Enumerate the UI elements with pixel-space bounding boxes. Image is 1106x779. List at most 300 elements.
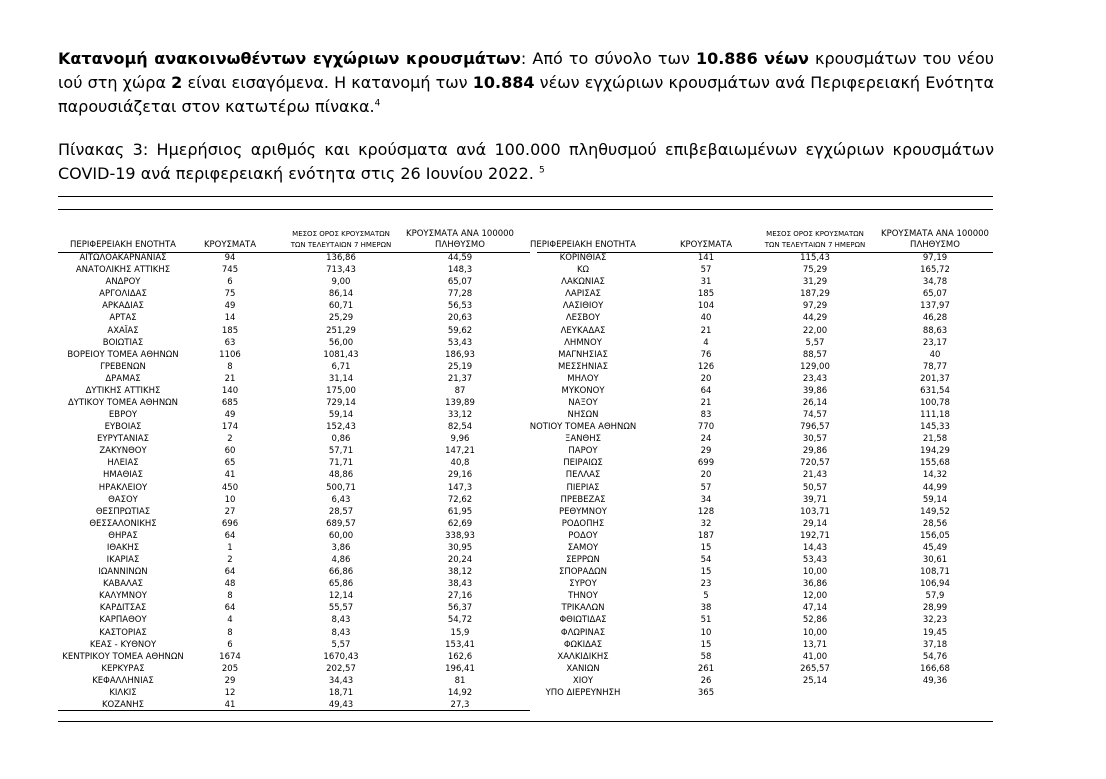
cell-per-100k: 19,45 bbox=[922, 627, 948, 638]
cell-avg-7day: 29,14 bbox=[802, 518, 828, 529]
intro-paragraph bbox=[58, 47, 994, 119]
cell-region: ΣΥΡΟΥ bbox=[569, 579, 597, 590]
cell-cases: 187 bbox=[697, 530, 715, 541]
cell-avg-7day: 6,71 bbox=[331, 361, 351, 372]
cell-avg-7day: 88,57 bbox=[802, 349, 828, 360]
cell-avg-7day: 103,71 bbox=[800, 506, 830, 517]
cell-region: ΠΙΕΡΙΑΣ bbox=[566, 482, 600, 493]
cell-avg-7day: 152,43 bbox=[326, 422, 356, 433]
cell-avg-7day: 56,00 bbox=[328, 337, 354, 348]
cell-avg-7day: 14,43 bbox=[802, 542, 828, 553]
cell-cases: 685 bbox=[221, 398, 239, 408]
cell-cases: 6 bbox=[227, 639, 233, 650]
cell-per-100k: 81 bbox=[454, 675, 466, 686]
cell-avg-7day: 31,14 bbox=[328, 373, 354, 384]
intro-footnote-ref: 4 bbox=[374, 98, 381, 109]
cell-cases: 8 bbox=[227, 591, 233, 602]
cell-avg-7day bbox=[760, 687, 870, 699]
cell-avg-7day: 55,57 bbox=[328, 603, 354, 614]
cell-region: ΜΗΛΟΥ bbox=[567, 373, 599, 384]
cell-region: ΘΕΣΣΑΛΟΝΙΚΗΣ bbox=[89, 518, 157, 529]
cell-avg-7day: 30,57 bbox=[802, 434, 828, 445]
cell-cases: 6 bbox=[227, 277, 233, 288]
cell-region: ΡΟΔΟΥ bbox=[568, 530, 598, 541]
cell-per-100k: 27,3 bbox=[450, 700, 470, 710]
cell-per-100k: 149,52 bbox=[920, 506, 950, 517]
cell-cases: 104 bbox=[697, 301, 715, 312]
cell-per-100k: 20,63 bbox=[447, 313, 473, 324]
cell-per-100k: 25,19 bbox=[447, 361, 473, 372]
cell-per-100k: 194,29 bbox=[920, 446, 950, 457]
cell-avg-7day: 251,29 bbox=[326, 325, 356, 336]
cell-avg-7day: 187,29 bbox=[800, 289, 830, 300]
cell-per-100k: 106,94 bbox=[920, 579, 950, 590]
cell-per-100k: 137,97 bbox=[920, 301, 950, 312]
cell-per-100k: 62,69 bbox=[447, 518, 473, 529]
cell-avg-7day: 49,43 bbox=[328, 700, 354, 710]
cell-per-100k bbox=[880, 687, 990, 699]
cell-per-100k: 15,9 bbox=[450, 627, 470, 638]
cell-cases: 185 bbox=[697, 289, 715, 300]
cell-region: ΧΑΛΚΙΔΙΚΗΣ bbox=[557, 651, 609, 662]
cell-per-100k: 186,93 bbox=[445, 349, 475, 360]
cell-region: ΗΛΕΙΑΣ bbox=[107, 458, 139, 469]
cell-region: ΚΕΝΤΡΙΚΟΥ ΤΟΜΕΑ ΑΘΗΝΩΝ bbox=[62, 651, 184, 662]
intro-bold-imported: 2 bbox=[171, 73, 183, 92]
cell-region: ΠΕΛΛΑΣ bbox=[565, 470, 601, 481]
intro-text-3: είναι εισαγόμενα. Η κατανομή των bbox=[182, 73, 473, 92]
cell-cases: 15 bbox=[700, 639, 712, 650]
cell-cases: 140 bbox=[221, 385, 239, 396]
cell-cases: 38 bbox=[700, 603, 712, 614]
cell-region: ΚΟΡΙΝΘΙΑΣ bbox=[559, 253, 607, 263]
cell-per-100k: 156,05 bbox=[920, 530, 950, 541]
cell-cases: 29 bbox=[700, 446, 712, 457]
cell-cases: 94 bbox=[224, 253, 236, 263]
cell-cases: 60 bbox=[224, 446, 236, 457]
cell-region: ΛΗΜΝΟΥ bbox=[564, 337, 602, 348]
cell-per-100k: 82,54 bbox=[447, 422, 473, 433]
cell-cases: 5 bbox=[703, 591, 709, 602]
cell-per-100k: 38,43 bbox=[447, 579, 473, 590]
cell-cases: 49 bbox=[224, 301, 236, 312]
cell-cases: 1 bbox=[227, 542, 233, 553]
cell-per-100k: 49,36 bbox=[922, 675, 948, 686]
header-cases: ΚΡΟΥΣΜΑΤΑ bbox=[203, 240, 257, 250]
cell-avg-7day: 720,57 bbox=[800, 458, 830, 469]
cell-region: ΑΝΑΤΟΛΙΚΗΣ ΑΤΤΙΚΗΣ bbox=[75, 265, 171, 276]
cell-region: ΝΑΞΟΥ bbox=[568, 398, 598, 408]
cell-cases: 174 bbox=[221, 422, 239, 433]
cell-region: ΣΑΜΟΥ bbox=[567, 542, 599, 553]
cell-region: ΖΑΚΥΝΘΟΥ bbox=[99, 446, 147, 457]
cell-avg-7day: 50,57 bbox=[802, 482, 828, 493]
cell-per-100k: 21,37 bbox=[447, 373, 473, 384]
cell-cases: 141 bbox=[697, 253, 715, 263]
left-header-underline bbox=[58, 252, 530, 253]
cell-cases: 1106 bbox=[219, 349, 241, 360]
cell-cases: 41 bbox=[224, 470, 236, 481]
cell-cases: 76 bbox=[700, 349, 712, 360]
cell-per-100k: 147,21 bbox=[445, 446, 475, 457]
cell-per-100k: 153,41 bbox=[445, 639, 475, 650]
cell-avg-7day: 41,00 bbox=[802, 651, 828, 662]
intro-text-2: κρουσμάτων του νέου ιού στη χώρα bbox=[58, 49, 995, 92]
cell-per-100k: 23,17 bbox=[922, 337, 948, 348]
cell-region: ΤΡΙΚΑΛΩΝ bbox=[561, 603, 605, 614]
cell-avg-7day: 39,86 bbox=[802, 385, 828, 396]
header-cases: ΚΡΟΥΣΜΑΤΑ bbox=[679, 240, 733, 250]
cell-per-100k: 44,59 bbox=[447, 253, 473, 263]
header-region: ΠΕΡΙΦΕΡΕΙΑΚΗ ΕΝΟΤΗΤΑ bbox=[530, 240, 636, 250]
cell-avg-7day: 8,43 bbox=[331, 615, 351, 626]
cell-avg-7day: 5,57 bbox=[331, 639, 351, 650]
cell-per-100k: 338,93 bbox=[445, 530, 475, 541]
cell-avg-7day: 48,86 bbox=[328, 470, 354, 481]
cell-avg-7day: 21,43 bbox=[802, 470, 828, 481]
cell-region: ΚΙΛΚΙΣ bbox=[109, 687, 137, 698]
cell-region: ΜΕΣΣΗΝΙΑΣ bbox=[558, 361, 608, 372]
header-per-100k-sub: ΠΛΗΘΥΣΜΟ bbox=[910, 240, 960, 250]
cell-per-100k: 30,61 bbox=[922, 555, 948, 565]
cell-avg-7day: 115,43 bbox=[800, 253, 830, 263]
cell-region: ΘΑΣΟΥ bbox=[108, 494, 138, 505]
cell-per-100k: 32,23 bbox=[922, 615, 948, 626]
left-last-row-rule bbox=[58, 710, 530, 711]
cell-avg-7day: 34,43 bbox=[328, 675, 354, 686]
cell-avg-7day: 796,57 bbox=[800, 422, 830, 433]
cell-avg-7day: 689,57 bbox=[326, 518, 356, 529]
cell-avg-7day: 713,43 bbox=[326, 265, 356, 276]
cell-avg-7day: 60,71 bbox=[328, 301, 354, 312]
cell-region: ΣΕΡΡΩΝ bbox=[566, 555, 600, 565]
cell-cases: 185 bbox=[221, 325, 239, 336]
cell-per-100k: 108,71 bbox=[920, 567, 950, 578]
cell-region: ΚΕΦΑΛΛΗΝΙΑΣ bbox=[92, 675, 154, 686]
cell-region: ΠΑΡΟΥ bbox=[568, 446, 598, 457]
cell-per-100k: 34,78 bbox=[922, 277, 948, 288]
cell-per-100k: 38,12 bbox=[447, 567, 473, 578]
cell-per-100k: 54,72 bbox=[447, 615, 473, 626]
cell-region: ΛΕΥΚΑΔΑΣ bbox=[560, 325, 606, 336]
cell-region: ΑΡΓΟΛΙΔΑΣ bbox=[99, 289, 147, 300]
cell-region: ΔΥΤΙΚΗΣ ΑΤΤΙΚΗΣ bbox=[85, 385, 161, 396]
cell-cases: 64 bbox=[224, 603, 236, 614]
header-avg-7day-sub: ΤΩΝ ΤΕΛΕΥΤΑΙΩΝ 7 ΗΜΕΡΩΝ bbox=[764, 241, 866, 249]
cell-per-100k: 196,41 bbox=[445, 663, 475, 674]
cell-per-100k: 29,16 bbox=[447, 470, 473, 481]
table-caption-text: Πίνακας 3: Ημερήσιος αριθμός και κρούσματα ανά 100.000 πληθυσμού επιβεβαιωμένων εγχώριων κρουσμάτων COVID-19 ανά περιφερειακή ενότητα στις 26 Ιουνίου 2022. bbox=[58, 140, 994, 183]
cell-cases: 365 bbox=[697, 687, 715, 698]
cell-avg-7day: 52,86 bbox=[802, 615, 828, 626]
cell-per-100k: 65,07 bbox=[922, 289, 948, 300]
cell-region: ΑΡΚΑΔΙΑΣ bbox=[102, 301, 144, 312]
cell-cases: 57 bbox=[700, 265, 712, 276]
cell-cases: 699 bbox=[697, 458, 715, 469]
cell-per-100k: 148,3 bbox=[447, 265, 473, 276]
cell-per-100k: 97,19 bbox=[922, 253, 948, 263]
cell-avg-7day: 500,71 bbox=[326, 482, 356, 493]
cell-cases: 14 bbox=[224, 313, 236, 324]
intro-bold-lead: Κατανομή ανακοινωθέντων εγχώριων κρουσμάτων bbox=[58, 49, 521, 68]
cell-cases: 65 bbox=[224, 458, 236, 469]
cell-per-100k: 56,37 bbox=[447, 603, 473, 614]
cell-cases: 745 bbox=[221, 265, 239, 276]
cell-cases: 205 bbox=[221, 663, 239, 674]
table-caption bbox=[58, 138, 994, 186]
cell-per-100k: 27,16 bbox=[447, 591, 473, 602]
cell-cases: 83 bbox=[700, 410, 712, 420]
cell-avg-7day: 1081,43 bbox=[323, 349, 359, 360]
cell-cases: 32 bbox=[700, 518, 712, 529]
cell-region: ΣΠΟΡΑΔΩΝ bbox=[558, 567, 608, 578]
cell-avg-7day: 66,86 bbox=[328, 567, 354, 578]
cell-avg-7day: 1670,43 bbox=[323, 651, 359, 662]
cell-avg-7day: 9,00 bbox=[331, 277, 351, 288]
cell-cases: 21 bbox=[224, 373, 236, 384]
cell-avg-7day: 75,29 bbox=[802, 265, 828, 276]
cell-per-100k: 88,63 bbox=[922, 325, 948, 336]
cell-per-100k: 78,77 bbox=[922, 361, 948, 372]
cell-cases: 4 bbox=[227, 615, 233, 626]
cell-avg-7day: 65,86 bbox=[328, 579, 354, 590]
cell-cases: 450 bbox=[221, 482, 239, 493]
cell-per-100k: 56,53 bbox=[447, 301, 473, 312]
cell-avg-7day: 192,71 bbox=[800, 530, 830, 541]
cell-avg-7day: 44,29 bbox=[802, 313, 828, 324]
cell-cases: 2 bbox=[227, 434, 233, 445]
cell-per-100k: 59,62 bbox=[447, 325, 473, 336]
cell-cases: 696 bbox=[221, 518, 239, 529]
cell-per-100k: 201,37 bbox=[920, 373, 950, 384]
cell-avg-7day: 5,57 bbox=[805, 337, 825, 348]
cell-per-100k: 44,99 bbox=[922, 482, 948, 493]
cell-avg-7day: 74,57 bbox=[802, 410, 828, 420]
cell-avg-7day: 47,14 bbox=[802, 603, 828, 614]
cell-region: ΛΑΚΩΝΙΑΣ bbox=[561, 277, 605, 288]
cell-avg-7day: 0,86 bbox=[331, 434, 351, 445]
cell-per-100k: 65,07 bbox=[447, 277, 473, 288]
cell-cases: 23 bbox=[700, 579, 712, 590]
cell-avg-7day: 3,86 bbox=[331, 542, 351, 553]
cell-cases: 128 bbox=[697, 506, 715, 517]
cell-region: ΒΟΡΕΙΟΥ ΤΟΜΕΑ ΑΘΗΝΩΝ bbox=[67, 349, 179, 360]
cell-cases: 27 bbox=[224, 506, 236, 517]
cell-cases: 64 bbox=[224, 567, 236, 578]
cell-avg-7day: 136,86 bbox=[326, 253, 356, 263]
header-avg-7day: ΜΕΣΟΣ ΟΡΟΣ ΚΡΟΥΣΜΑΤΩΝ bbox=[766, 230, 864, 238]
cell-region: ΕΥΒΟΙΑΣ bbox=[104, 422, 142, 433]
cell-region: ΦΘΙΩΤΙΔΑΣ bbox=[559, 615, 607, 626]
cell-per-100k: 21,58 bbox=[922, 434, 948, 445]
cell-avg-7day: 28,57 bbox=[328, 506, 354, 517]
cell-region: ΑΡΤΑΣ bbox=[109, 313, 137, 324]
cell-per-100k: 9,96 bbox=[450, 434, 470, 445]
cell-avg-7day: 31,29 bbox=[802, 277, 828, 288]
header-avg-7day: ΜΕΣΟΣ ΟΡΟΣ ΚΡΟΥΣΜΑΤΩΝ bbox=[292, 230, 390, 238]
cell-region: ΞΑΝΘΗΣ bbox=[565, 434, 601, 445]
cell-per-100k: 30,95 bbox=[447, 542, 473, 553]
cell-cases: 40 bbox=[700, 313, 712, 324]
cell-avg-7day: 53,43 bbox=[802, 555, 828, 565]
cell-per-100k: 40,8 bbox=[450, 458, 470, 469]
cell-per-100k: 139,89 bbox=[445, 398, 475, 408]
cell-cases: 15 bbox=[700, 567, 712, 578]
header-avg-7day-sub: ΤΩΝ ΤΕΛΕΥΤΑΙΩΝ 7 ΗΜΕΡΩΝ bbox=[290, 241, 392, 249]
cell-per-100k: 57,9 bbox=[925, 591, 945, 602]
cell-avg-7day: 29,86 bbox=[802, 446, 828, 457]
cell-avg-7day: 265,57 bbox=[800, 663, 830, 674]
header-region: ΠΕΡΙΦΕΡΕΙΑΚΗ ΕΝΟΤΗΤΑ bbox=[70, 240, 176, 250]
cell-per-100k: 59,14 bbox=[922, 494, 948, 505]
table-bottom-rule bbox=[58, 721, 993, 722]
cell-region: ΗΜΑΘΙΑΣ bbox=[103, 470, 143, 481]
cell-region: ΘΗΡΑΣ bbox=[108, 530, 138, 541]
cell-region: ΙΚΑΡΙΑΣ bbox=[106, 555, 140, 565]
cell-avg-7day: 23,43 bbox=[802, 373, 828, 384]
cell-cases: 57 bbox=[700, 482, 712, 493]
cell-per-100k: 147,3 bbox=[447, 482, 473, 493]
cell-avg-7day: 39,71 bbox=[802, 494, 828, 505]
cell-cases: 51 bbox=[700, 615, 712, 626]
cell-region: ΗΡΑΚΛΕΙΟΥ bbox=[98, 482, 148, 493]
cell-region: ΝΗΣΩΝ bbox=[567, 410, 599, 420]
cell-avg-7day: 57,71 bbox=[328, 446, 354, 457]
cell-avg-7day: 12,00 bbox=[802, 591, 828, 602]
cell-per-100k: 53,43 bbox=[447, 337, 473, 348]
cell-per-100k: 20,24 bbox=[447, 555, 473, 565]
cell-avg-7day: 10,00 bbox=[802, 567, 828, 578]
cell-avg-7day: 25,29 bbox=[328, 313, 354, 324]
cell-region: ΛΕΣΒΟΥ bbox=[565, 313, 601, 324]
cell-avg-7day: 6,43 bbox=[331, 494, 351, 505]
cell-cases: 64 bbox=[700, 385, 712, 396]
cell-cases: 29 bbox=[224, 675, 236, 686]
cell-avg-7day: 4,86 bbox=[331, 555, 351, 565]
cell-region: ΚΩ bbox=[576, 265, 590, 276]
cell-cases: 8 bbox=[227, 627, 233, 638]
cell-region: ΦΛΩΡΙΝΑΣ bbox=[560, 627, 606, 638]
cell-region: ΜΥΚΟΝΟΥ bbox=[561, 385, 605, 396]
right-header-underline bbox=[537, 252, 993, 253]
top-rule bbox=[58, 196, 993, 197]
cell-per-100k: 111,18 bbox=[920, 410, 950, 420]
cell-per-100k: 87 bbox=[454, 385, 466, 396]
cell-avg-7day: 13,71 bbox=[802, 639, 828, 650]
cell-cases: 20 bbox=[700, 373, 712, 384]
cell-per-100k: 33,12 bbox=[447, 410, 473, 420]
cell-region: ΚΕΑΣ - ΚΥΘΝΟΥ bbox=[89, 639, 157, 650]
cell-region: ΑΧΑΪΑΣ bbox=[107, 325, 139, 336]
cell-region: ΠΡΕΒΕΖΑΣ bbox=[560, 494, 606, 505]
cell-region: ΓΡΕΒΕΝΩΝ bbox=[100, 361, 146, 372]
cell-region: ΛΑΡΙΣΑΣ bbox=[565, 289, 601, 300]
cell-region: ΚΟΖΑΝΗΣ bbox=[101, 700, 145, 710]
cell-region: ΡΕΘΥΜΝΟΥ bbox=[559, 506, 607, 517]
cell-avg-7day: 60,00 bbox=[328, 530, 354, 541]
cell-per-100k: 28,56 bbox=[922, 518, 948, 529]
cell-region: ΔΥΤΙΚΟΥ ΤΟΜΕΑ ΑΘΗΝΩΝ bbox=[67, 398, 179, 408]
table-top-rule bbox=[58, 209, 993, 210]
cell-region: ΙΩΑΝΝΙΝΩΝ bbox=[98, 567, 148, 578]
cell-region: ΙΘΑΚΗΣ bbox=[106, 542, 140, 553]
cell-per-100k: 40 bbox=[929, 349, 941, 360]
cell-region: ΚΕΡΚΥΡΑΣ bbox=[101, 663, 145, 674]
cell-avg-7day: 18,71 bbox=[328, 687, 354, 698]
cell-per-100k: 37,18 bbox=[922, 639, 948, 650]
cell-cases: 41 bbox=[224, 700, 236, 710]
cell-avg-7day: 25,14 bbox=[802, 675, 828, 686]
cell-region: ΚΑΛΥΜΝΟΥ bbox=[99, 591, 147, 602]
cell-avg-7day: 8,43 bbox=[331, 627, 351, 638]
cell-per-100k: 45,49 bbox=[922, 542, 948, 553]
cell-cases: 10 bbox=[700, 627, 712, 638]
cell-region: ΚΑΡΠΑΘΟΥ bbox=[99, 615, 147, 626]
cell-cases: 58 bbox=[700, 651, 712, 662]
cell-avg-7day: 22,00 bbox=[802, 325, 828, 336]
cell-cases: 20 bbox=[700, 470, 712, 481]
cell-region: ΜΑΓΝΗΣΙΑΣ bbox=[558, 349, 608, 360]
header-per-100k: ΚΡΟΥΣΜΑΤΑ ΑΝΑ 100000 bbox=[881, 229, 989, 239]
cell-per-100k: 77,28 bbox=[447, 289, 473, 300]
cell-region: ΧΙΟΥ bbox=[572, 675, 594, 686]
cell-region: ΘΕΣΠΡΩΤΙΑΣ bbox=[95, 506, 151, 517]
cell-avg-7day: 36,86 bbox=[802, 579, 828, 590]
cell-region: ΚΑΒΑΛΑΣ bbox=[102, 579, 144, 590]
cell-cases: 26 bbox=[700, 675, 712, 686]
cell-cases: 15 bbox=[700, 542, 712, 553]
cell-cases: 10 bbox=[224, 494, 236, 505]
cell-cases: 2 bbox=[227, 555, 233, 565]
intro-text-1: : Από το σύνολο των bbox=[520, 49, 696, 68]
cell-cases: 21 bbox=[700, 398, 712, 408]
cell-region: ΕΒΡΟΥ bbox=[108, 410, 138, 420]
cell-cases: 1674 bbox=[219, 651, 241, 662]
cell-cases: 34 bbox=[700, 494, 712, 505]
cell-avg-7day: 729,14 bbox=[326, 398, 356, 408]
cell-region: ΑΝΔΡΟΥ bbox=[105, 277, 141, 288]
cell-per-100k: 54,76 bbox=[922, 651, 948, 662]
cell-region: ΔΡΑΜΑΣ bbox=[105, 373, 141, 384]
cell-region: ΚΑΣΤΟΡΙΑΣ bbox=[99, 627, 147, 638]
cell-per-100k: 165,72 bbox=[920, 265, 950, 276]
cell-per-100k: 162,6 bbox=[447, 651, 473, 662]
cell-region: ΑΙΤΩΛΟΑΚΑΡΝΑΝΙΑΣ bbox=[79, 253, 167, 263]
cell-per-100k: 72,62 bbox=[447, 494, 473, 505]
cell-region: ΛΑΣΙΘΙΟΥ bbox=[562, 301, 604, 312]
cell-region: ΧΑΝΙΩΝ bbox=[566, 663, 600, 674]
cell-cases: 770 bbox=[697, 422, 715, 433]
cell-cases: 24 bbox=[700, 434, 712, 445]
cell-cases: 75 bbox=[224, 289, 236, 300]
cell-per-100k: 100,78 bbox=[920, 398, 950, 408]
cell-cases: 8 bbox=[227, 361, 233, 372]
cell-region: ΦΩΚΙΔΑΣ bbox=[563, 639, 603, 650]
cell-avg-7day: 175,00 bbox=[326, 385, 356, 396]
cell-per-100k: 61,95 bbox=[447, 506, 473, 517]
cell-per-100k: 28,99 bbox=[922, 603, 948, 614]
cell-cases: 126 bbox=[697, 361, 715, 372]
cell-per-100k: 631,54 bbox=[920, 385, 950, 396]
caption-footnote-ref: 5 bbox=[538, 165, 545, 176]
cell-per-100k: 166,68 bbox=[920, 663, 950, 674]
cell-cases: 54 bbox=[700, 555, 712, 565]
cell-region: ΥΠΟ ΔΙΕΡΕΥΝΗΣΗ bbox=[545, 687, 621, 698]
cell-avg-7day: 26,14 bbox=[802, 398, 828, 408]
cell-region: ΒΟΙΩΤΙΑΣ bbox=[102, 337, 144, 348]
cell-per-100k: 14,92 bbox=[447, 687, 473, 698]
cell-avg-7day: 97,29 bbox=[802, 301, 828, 312]
